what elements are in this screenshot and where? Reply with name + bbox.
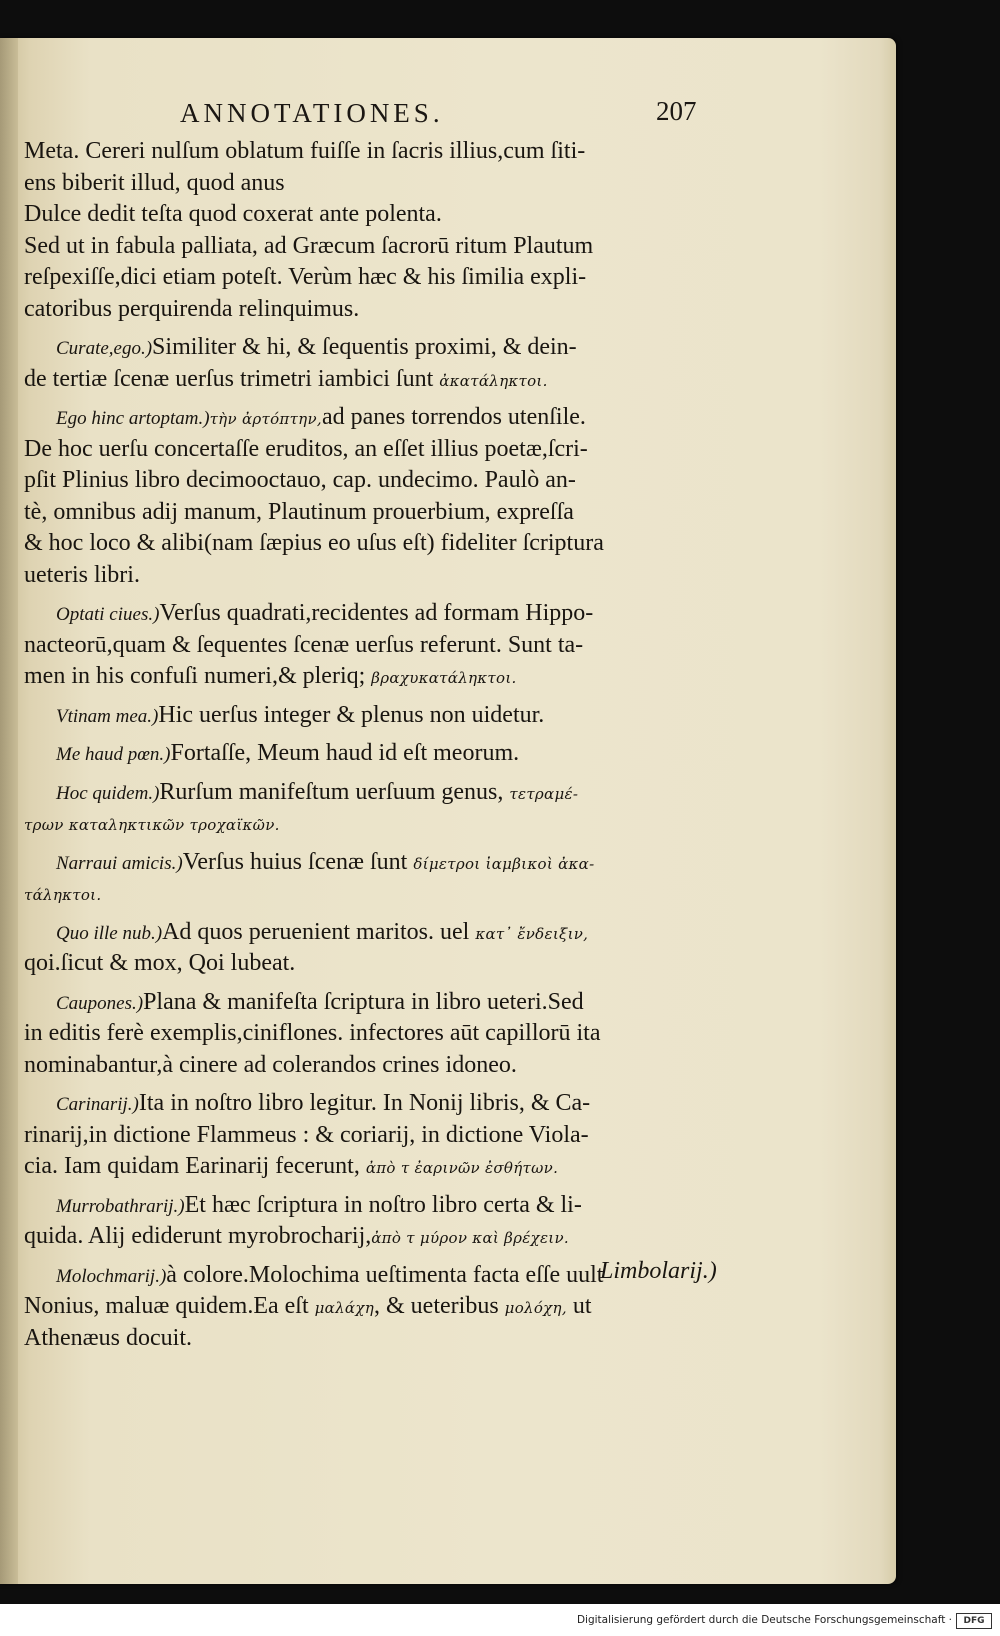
lemma: Quo ille nub.) bbox=[56, 922, 163, 944]
greek-text: μολόχη, bbox=[504, 1299, 567, 1317]
latin-text: Rurſum manifeſtum uerſuum genus, bbox=[159, 778, 510, 805]
latin-text: Sed ut in fabula palliata, ad Græcum ſacrorū ritum Plautum bbox=[24, 232, 594, 259]
text-line bbox=[24, 136, 724, 168]
latin-text: rinarij,in dictione Flammeus : & coriarij, in dictione Viola‑ bbox=[24, 1121, 589, 1148]
latin-text: Verſus quadrati,recidentes ad formam Hippo‑ bbox=[159, 600, 594, 626]
body-text bbox=[24, 136, 724, 1354]
text-line bbox=[24, 332, 724, 364]
lemma: Carinarij.) bbox=[56, 1094, 139, 1115]
catchword: Limbolarij.) bbox=[600, 1258, 717, 1284]
page-gutter-shadow bbox=[0, 38, 18, 1584]
text-line bbox=[24, 1050, 724, 1082]
text-line bbox=[24, 364, 724, 396]
latin-text: Similiter & hi, & ſequentis proximi, & dein‑ bbox=[152, 334, 577, 360]
lemma: Curate,ego.) bbox=[56, 338, 153, 359]
latin-text: ueteris libri. bbox=[24, 561, 140, 588]
lemma: Murrobathrarij.) bbox=[56, 1195, 185, 1217]
latin-text: Hic uerſus integer & plenus non uidetur. bbox=[158, 701, 545, 728]
text-line bbox=[24, 847, 724, 879]
text-line bbox=[24, 497, 724, 529]
greek-text: δίμετροι ἰαμβικοὶ ἀκα‑ bbox=[413, 854, 595, 873]
latin-text: Athenæus docuit. bbox=[24, 1324, 192, 1351]
greek-text: ἀκατάληκτοι. bbox=[439, 371, 548, 390]
text-line bbox=[24, 528, 724, 560]
latin-text: nacteorū,quam & ſequentes ſcenæ uerſus referunt. Sunt ta‑ bbox=[24, 631, 584, 658]
greek-text: κατ᾽ ἔνδειξιν, bbox=[475, 924, 589, 943]
latin-text: reſpexiſſe,dici etiam poteſt. Verùm hæc & his ſimilia expli‑ bbox=[24, 264, 587, 290]
greek-text: τετραμέ‑ bbox=[509, 784, 579, 803]
latin-text: quida. Alij ediderunt myrobrocharij, bbox=[24, 1223, 372, 1249]
latin-text: Dulce dedit teſta quod coxerat ante polenta. bbox=[24, 201, 442, 227]
latin-text: catoribus perquirenda relinquimus. bbox=[24, 295, 360, 322]
text-line bbox=[24, 1221, 724, 1253]
greek-text: τάληκτοι. bbox=[24, 886, 102, 904]
latin-text: ad panes torrendos utenſile. bbox=[321, 404, 586, 430]
text-line bbox=[24, 1151, 724, 1183]
lemma: Optati ciues.) bbox=[56, 604, 160, 625]
latin-text: ens biberit illud, quod anus bbox=[24, 169, 285, 196]
latin-text: in editis ferè exemplis,ciniflones. infectores aūt capillorū ita bbox=[24, 1020, 601, 1046]
text-line bbox=[24, 434, 724, 466]
text-line bbox=[24, 700, 724, 732]
greek-text: τρων καταληκτικῶν τροχαϊκῶν. bbox=[24, 816, 280, 834]
greek-text: ἀπὸ τ ἐαρινῶν ἐσθήτων. bbox=[365, 1159, 559, 1177]
text-line bbox=[24, 878, 724, 910]
text-line bbox=[24, 199, 724, 231]
text-line bbox=[24, 1120, 724, 1152]
lemma: Caupones.) bbox=[56, 992, 144, 1014]
latin-text: men in his confuſi numeri,& pleriq; bbox=[24, 663, 372, 689]
lemma: Narraui amicis.) bbox=[56, 852, 183, 874]
lemma: Me haud pœn.) bbox=[56, 744, 171, 765]
book-page bbox=[0, 38, 896, 1584]
latin-text: Plana & manifeſta ſcriptura in libro ueteri.Sed bbox=[143, 988, 584, 1015]
latin-text: Ita in noſtro libro legitur. In Nonij libris, & Ca‑ bbox=[138, 1090, 591, 1116]
text-line bbox=[24, 1190, 724, 1222]
text-line bbox=[24, 262, 724, 294]
latin-text: Ad quos peruenient maritos. uel bbox=[162, 918, 476, 945]
text-line bbox=[24, 661, 724, 693]
latin-text: à colore.Molochima ueſtimenta facta eſſe uult bbox=[166, 1261, 604, 1288]
greek-text: ἀπὸ τ μύρον καὶ βρέχειν. bbox=[371, 1229, 569, 1247]
text-line bbox=[24, 917, 724, 949]
latin-text: & hoc loco & alibi(nam ſæpius eo uſus eſt) fideliter ſcriptura bbox=[24, 530, 604, 556]
text-line bbox=[24, 402, 724, 434]
digitization-footer bbox=[0, 1604, 1000, 1636]
text-line bbox=[24, 948, 724, 980]
text-line bbox=[24, 808, 724, 840]
latin-text: nominabantur,à cinere ad colerandos crines idoneo. bbox=[24, 1051, 517, 1078]
text-line bbox=[24, 777, 724, 809]
text-line bbox=[24, 1018, 724, 1050]
latin-text: de tertiæ ſcenæ uerſus trimetri iambici ſunt bbox=[24, 365, 440, 392]
latin-text: tè, omnibus adij manum, Plautinum prouerbium, expreſſa bbox=[24, 498, 574, 525]
text-line bbox=[24, 1323, 724, 1355]
text-line bbox=[24, 294, 724, 326]
latin-text: qoi.ſicut & mox, Qoi lubeat. bbox=[24, 950, 296, 976]
greek-text: τὴν ἀρτόπτην, bbox=[209, 410, 322, 428]
latin-text: Fortaſſe, Meum haud id eſt meorum. bbox=[170, 740, 520, 766]
latin-text: cia. Iam quidam Earinarij fecerunt, bbox=[24, 1153, 366, 1179]
latin-text: Nonius, maluæ quidem.Ea eſt bbox=[24, 1293, 315, 1319]
latin-text: pſit Plinius libro decimooctauo, cap. undecimo. Paulò an‑ bbox=[24, 467, 576, 493]
latin-text: Verſus huius ſcenæ ſunt bbox=[182, 848, 414, 875]
text-line bbox=[24, 738, 724, 770]
funding-credit: Digitalisierung gefördert durch die Deutsche Forschungsgemeinschaft · bbox=[576, 1614, 952, 1626]
text-line bbox=[24, 231, 724, 263]
text-line bbox=[24, 1088, 724, 1120]
text-line bbox=[24, 560, 724, 592]
latin-text: Meta. Cereri nulſum oblatum fuiſſe in ſacris illius,cum ſiti‑ bbox=[24, 138, 586, 164]
lemma: Molochmarij.) bbox=[56, 1265, 167, 1287]
text-line bbox=[24, 465, 724, 497]
lemma: Ego hinc artoptam.) bbox=[56, 408, 210, 429]
lemma: Vtinam mea.) bbox=[56, 705, 159, 727]
latin-text: , & ueteribus bbox=[374, 1293, 505, 1319]
dfg-logo-icon: DFG bbox=[956, 1613, 992, 1629]
greek-text: βραχυκατάληκτοι. bbox=[371, 669, 517, 687]
text-line bbox=[24, 598, 724, 630]
text-line bbox=[24, 987, 724, 1019]
greek-text: μαλάχη bbox=[314, 1299, 375, 1317]
running-title: ANNOTATIONES. bbox=[180, 98, 444, 128]
text-line bbox=[24, 168, 724, 200]
text-line bbox=[24, 1291, 724, 1323]
lemma: Hoc quidem.) bbox=[56, 782, 160, 804]
latin-text: De hoc uerſu concertaſſe eruditos, an eſſet illius poetæ,ſcri‑ bbox=[24, 435, 588, 462]
latin-text: ut bbox=[566, 1293, 592, 1319]
text-line bbox=[24, 630, 724, 662]
page-number: 207 bbox=[656, 96, 697, 126]
latin-text: Et hæc ſcriptura in noſtro libro certa & li‑ bbox=[184, 1191, 582, 1218]
